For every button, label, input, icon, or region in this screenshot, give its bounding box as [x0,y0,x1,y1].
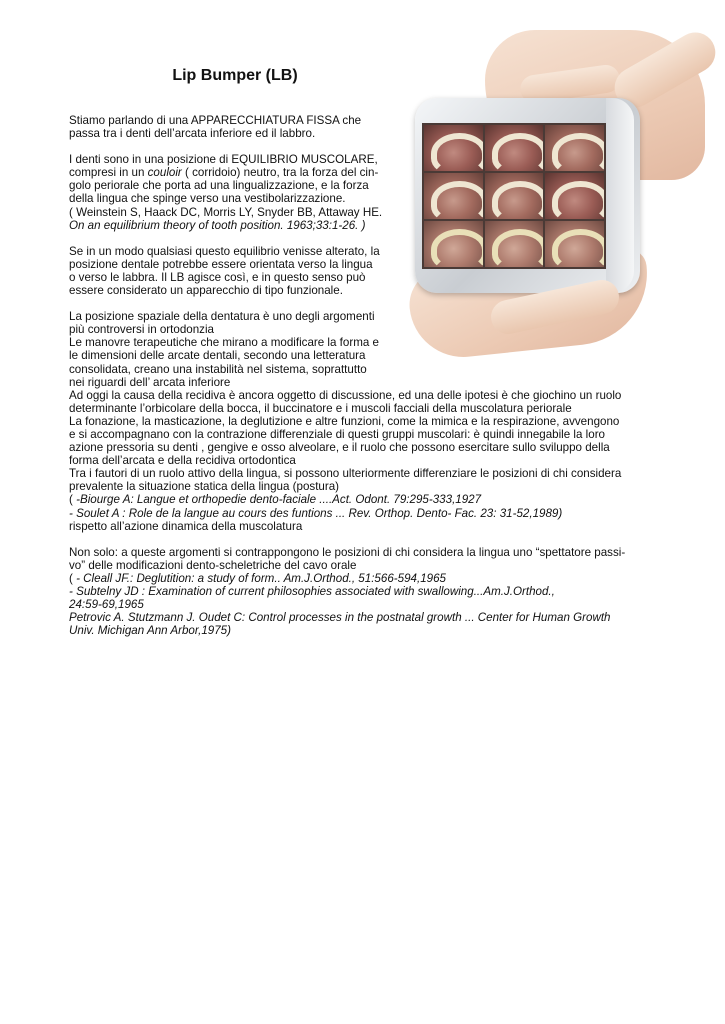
text-line [69,166,659,179]
text-line: Tra i fautori di un ruolo attivo della lingua, si possono ulteriormente differenziare le posizioni di chi considera [69,467,622,481]
text-span: compresi in un [69,166,148,180]
page-title: Lip Bumper (LB) [172,67,298,84]
citation-italic: - Cleall JF.: Deglutition: a study of form.. Am.J.Orthod., 51:566-594,1965 [76,571,446,585]
citation-line: Petrovic A. Stutzmann J. Oudet C: Control processes in the postnatal growth ... Center for Human Growth [69,611,611,625]
citation-line: On an equilibrium theory of tooth position. 1963;33:1-26. ) [69,218,366,232]
text-line: nei riguardi dell’ arcata inferiore [69,375,231,389]
italic-term: couloir [147,166,182,180]
text-line: golo periorale che porta ad una lingualizzazione, e la forza [69,179,369,193]
text-line: consolidata, creano una instabilità nel sistema, soprattutto [69,362,367,376]
text-line: o verso le labbra. Il LB agisce così, e in questo senso può [69,270,366,284]
citation-line: - Soulet A : Role de la langue au cours des funtions ... Rev. Orthop. Dento- Fac. 23: 31-52,1989) [69,506,563,520]
citation-line: 24:59-69,1965 [69,598,144,612]
text-line: posizione dentale potrebbe essere orientata verso la lingua [69,257,373,271]
text-line: Le manovre terapeutiche che mirano a modificare la forma e [69,336,379,350]
text-line: azione pressoria su denti , gengive e osso alveolare, e il ruolo che possono esercitare sullo sviluppo della [69,441,610,455]
citation-italic: -Biourge A: Langue et orthopedie dento-faciale ....Act. Odont. 79:295-333,1927 [76,493,482,507]
text-line: essere considerato un apparecchio di tipo funzionale. [69,284,343,298]
article-body [69,114,659,637]
citation-line [69,493,659,506]
text-line: rispetto all’azione dinamica della muscolatura [69,519,303,533]
text-line: le dimensioni delle arcate dentali, secondo una letteratura [69,349,366,363]
text-line: forma dell’arcata e della recidiva ortodontica [69,454,296,468]
text-line: I denti sono in una posizione di EQUILIBRIO MUSCOLARE, [69,153,378,167]
citation-line: ( Weinstein S, Haack DC, Morris LY, Snyder BB, Attaway HE. [69,205,383,219]
text-line: passa tra i denti dell’arcata inferiore ed il labbro. [69,127,316,141]
text-line: La fonazione, la masticazione, la deglutizione e altre funzioni, come la mimica e la respirazione, avvengono [69,414,620,428]
text-span: ( [69,571,77,585]
text-line: La posizione spaziale della dentatura è uno degli argomenti [69,310,375,324]
text-line: Ad oggi la causa della recidiva è ancora oggetto di discussione, ed una delle ipotesi è che giochino un ruolo [69,388,622,402]
text-span: ( corridoio) neutro, tra la forza del cin- [181,166,379,180]
citation-line: - Subtelny JD : Examination of current philosophies associated with swallowing...Am.J.Orthod., [69,585,555,598]
text-line: Non solo: a queste argomenti si contrappongono le posizioni di chi considera la lingua uno “spettatore passi- [69,545,626,559]
text-line: e si accompagnano con la contrazione differenziale di questi gruppi muscolari: è quindi innegabile la loro [69,427,606,441]
text-line: Stiamo parlando di una APPARECCHIATURA FISSA che [69,114,362,127]
text-line: più controversi in ortodonzia [69,323,215,337]
citation-line: Univ. Michigan Ann Arbor,1975) [69,624,231,638]
text-line: vo” delle modificazioni dento-scheletriche del cavo orale [69,558,357,572]
text-line: della lingua che spinge verso una vestibolarizzazione. [69,192,346,206]
text-line: Se in un modo qualsiasi questo equilibrio venisse alterato, la [69,244,380,258]
text-line: determinante l’orbicolare della bocca, il buccinatore e i muscoli facciali della muscolatura periorale [69,401,572,415]
text-span: ( [69,493,77,507]
citation-line [69,572,659,585]
text-line: prevalente la situazione statica della lingua (postura) [69,480,340,494]
